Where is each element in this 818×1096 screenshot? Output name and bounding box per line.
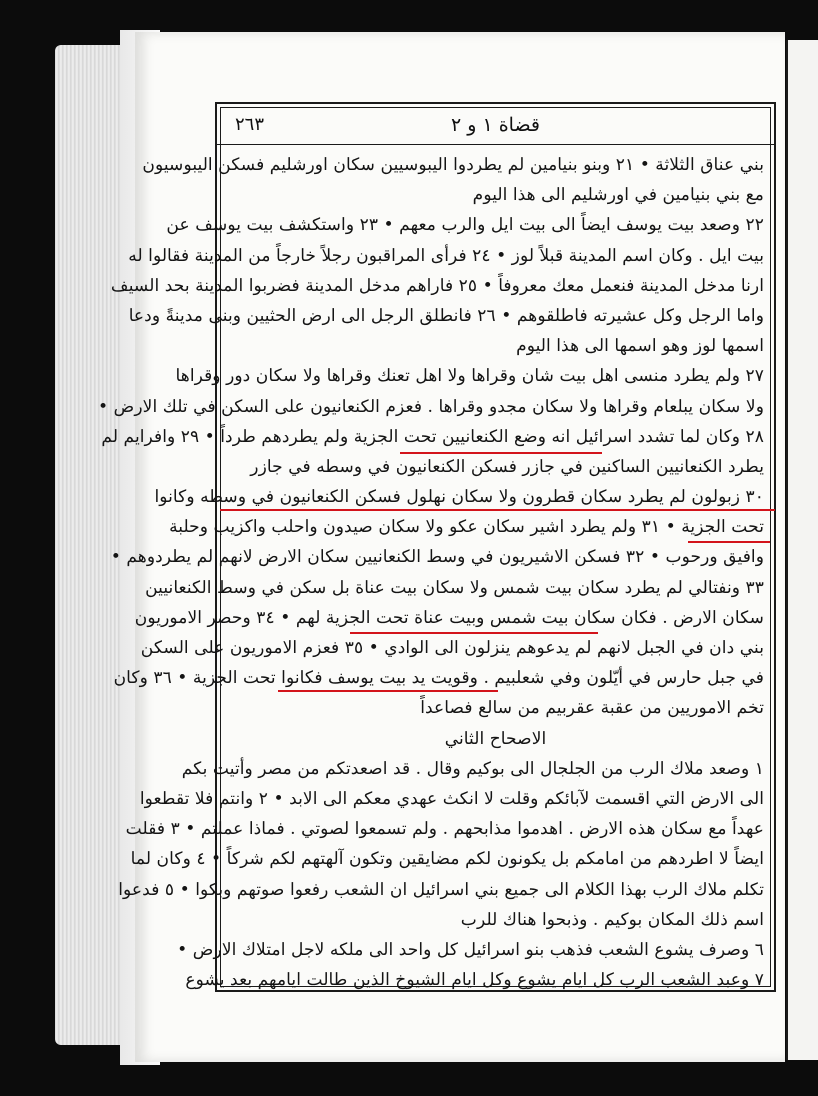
text-line: ارنا مدخل المدينة فنعمل معك معروفاً • ٢٥ فاراهم مدخل المدينة فضربوا المدينة بحد السيف <box>110 275 764 296</box>
text-line: ٦ وصرف يشوع الشعب فذهب بنو اسرائيل كل واحد الى ملكه لاجل امتلاك الارض • <box>177 939 764 960</box>
text-frame <box>98 102 776 992</box>
text-line: ولا سكان يبلعام وقراها ولا سكان مجدو وقراها . فعزم الكنعانيون على السكن في تلك الارض • <box>98 396 764 417</box>
text-line-underlined: ٣٠ زبولون لم يطرد سكان قطرون ولا سكان نهلول فسكن الكنعانيون في وسطه وكانوا <box>154 487 764 508</box>
text-line: بني عناق الثلاثة • ٢١ وبنو بنيامين لم يطردوا اليبوسيين سكان اورشليم فسكن اليبوسيون <box>142 155 764 175</box>
text-line: ١ وصعد ملاك الرب من الجلجال الى بوكيم وقال . قد اصعدتكم من مصر وأتيت بكم <box>181 758 764 779</box>
text-line-underlined: ٢٨ وكان لما تشدد اسرائيل انه وضع الكنعانيين تحت الجزية ولم يطردهم طرداً • ٢٩ وافرايم لم <box>101 426 764 447</box>
text-line: واما الرجل وكل عشيرته فاطلقوهم • ٢٦ فانطلق الرجل الى ارض الحثيين وبنى مدينةً ودعا <box>128 305 764 326</box>
text-line: تخم الاموريين من عقبة عقربيم من سالع فصاعداً <box>420 698 764 719</box>
facing-page-edge <box>786 40 818 1060</box>
text-line: يطرد الكنعانيين الساكنين في جازر فسكن الكنعانيون في وسطه في جازر <box>250 456 764 477</box>
text-line: ايضاً لا اطردهم من امامكم بل يكونون لكم مضايقين وتكون آلهتهم لكم شركاً • ٤ وكان لما <box>130 849 764 870</box>
text-line: وافيق ورحوب • ٣٢ فسكن الاشيريون في وسط الكنعانيين سكان الارض لانهم لم يطردوهم • <box>110 547 764 568</box>
text-line: عهداً مع سكان هذه الارض . اهدموا مذابحهم . ولم تسمعوا لصوتي . فماذا عملتم • ٣ فقلت <box>125 819 764 840</box>
text-line: بيت ايل . وكان اسم المدينة قبلاً لوز • ٢٤ فرأى المراقبون رجلاً خارجاً من المدينة فقالوا له <box>128 245 764 266</box>
text-line: اسم ذلك المكان بوكيم . وذبحوا هناك للرب <box>460 909 764 930</box>
text-line: ٢٧ ولم يطرد منسى اهل بيت شان وقراها ولا اهل تعنك وقراها ولا سكان دور وقراها <box>175 366 764 387</box>
page-number: ٢٦٣ <box>235 114 265 135</box>
chapter-heading: الاصحاح الثاني <box>444 728 547 749</box>
text-line: مع بني بنيامين في اورشليم الى هذا اليوم <box>472 185 764 206</box>
text-line: ٣٣ ونفتالي لم يطرد سكان بيت شمس ولا سكان بيت عناة بل سكن في وسط الكنعانيين <box>145 577 764 598</box>
text-line-underlined: تحت الجزية • ٣١ ولم يطرد اشير سكان عكو ولا سكان صيدون واحلب واكزيب وحلبة <box>169 517 764 538</box>
body-text <box>98 150 764 995</box>
text-line: تكلم ملاك الرب بهذا الكلام الى جميع بني اسرائيل ان الشعب رفعوا صوتهم وبكوا • ٥ فدعوا <box>118 879 764 900</box>
header-rule <box>217 144 774 145</box>
text-line: ٢٢ وصعد بيت يوسف ايضاً الى بيت ايل والرب معهم • ٢٣ واستكشف بيت يوسف عن <box>166 215 764 236</box>
text-line: بني دان في الجبل لانهم لم يدعوهم ينزلون الى الوادي • ٣٥ فعزم الاموريون على السكن <box>140 638 764 658</box>
running-head: قضاة ١ و ٢ <box>450 114 541 136</box>
text-line: ٧ وعبد الشعب الرب كل ايام يشوع وكل ايام الشيوخ الذين طالت ايامهم بعد يشوع <box>185 970 764 991</box>
text-line-underlined: سكان الارض . فكان سكان بيت شمس وبيت عناة تحت الجزية لهم • ٣٤ وحصر الاموريون <box>134 607 764 628</box>
text-line: اسمها لوز وهو اسمها الى هذا اليوم <box>516 336 764 357</box>
text-line: الى الارض التي اقسمت لآبائكم وقلت لا انكث عهدي معكم الى الابد • ٢ وانتم فلا تقطعوا <box>139 788 764 809</box>
text-line-underlined: في جبل حارس في أيّلون وفي شعلبيم . وقويت يد بيت يوسف فكانوا تحت الجزية • ٣٦ وكان <box>113 668 764 689</box>
